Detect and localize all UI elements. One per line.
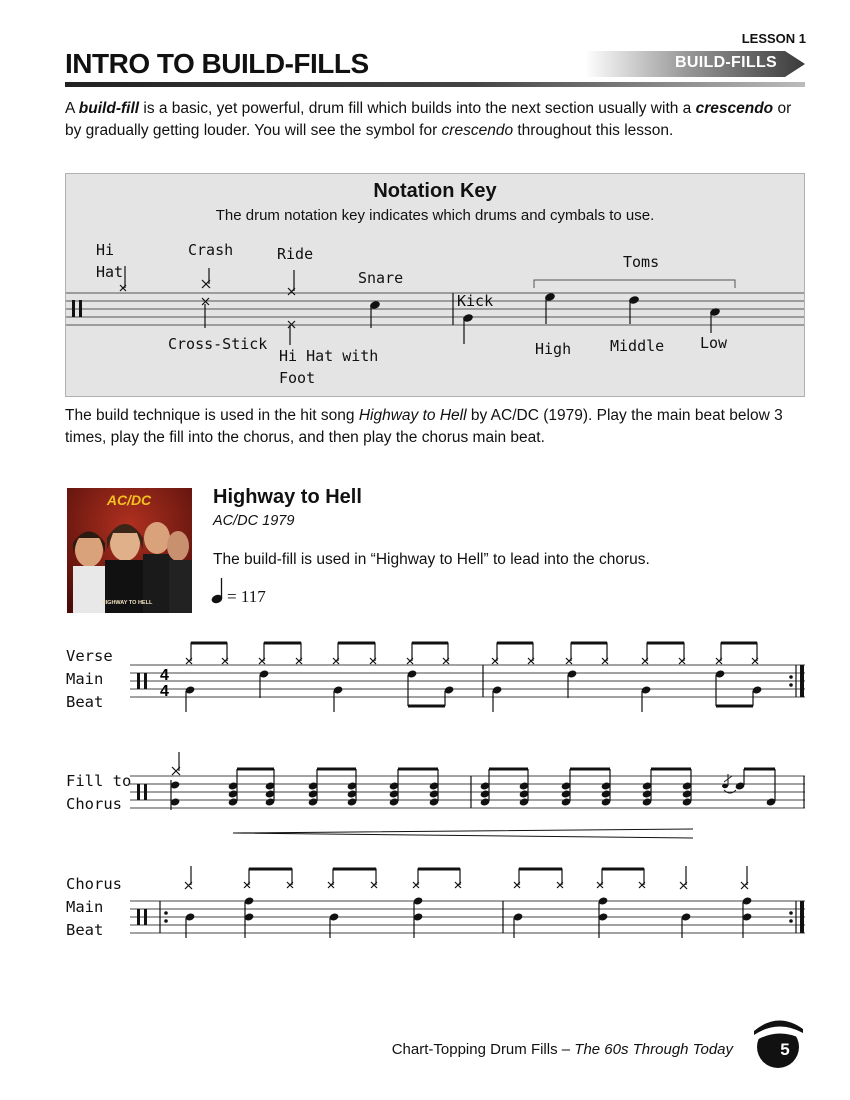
tom-chord-pair (642, 769, 693, 807)
page-number: 5 (780, 1040, 790, 1059)
term-crescendo-2: crescendo (441, 122, 514, 139)
tom-chord-pair (480, 769, 530, 807)
verse-clef (137, 673, 140, 689)
tempo-marking: = 117 (227, 587, 266, 606)
fill-flam (722, 769, 776, 807)
chorus-drum-note (598, 896, 609, 938)
fill-label: Fill to Chorus (66, 772, 132, 813)
notation-key-title: Notation Key (373, 180, 497, 202)
label-high-tom: High (535, 340, 572, 358)
verse-hihat-notes (186, 643, 758, 664)
tom-chord-pair (308, 769, 358, 807)
time-sig-bottom: 4 (160, 683, 169, 700)
technique-paragraph: The build technique is used in the hit song Highway to Hell by AC/DC (1979). Play the main beat below 3 times, play the fill into the chorus, and then play the chorus main beat. (65, 407, 783, 446)
label-toms: Toms (623, 253, 660, 271)
label-cross-stick: Cross-Stick (168, 335, 268, 353)
lesson-tag-text: BUILD-FILLS (675, 54, 777, 71)
fill-staff (130, 752, 805, 838)
intro-paragraph: A build-fill is a basic, yet powerful, drum fill which builds into the next section usually with a crescendo or by gradually getting louder. You will see the symbol for crescendo throughout this lesson. (65, 100, 792, 139)
label-hi-hat-foot-2: Foot (279, 369, 316, 387)
notation-key-subtitle: The drum notation key indicates which drums and cymbals to use. (215, 207, 655, 224)
chorus-staff (130, 866, 805, 938)
page-title: INTRO TO BUILD-FILLS (65, 48, 369, 79)
tom-chord-pair (561, 769, 612, 807)
song-reference: Highway to Hell (358, 407, 467, 424)
album-caption: HIGHWAY TO HELL (101, 600, 153, 606)
label-middle-tom: Middle (610, 337, 665, 355)
lesson-label: LESSON 1 (741, 31, 806, 46)
crescendo-hairpin (233, 829, 693, 838)
verse-staff (130, 643, 805, 712)
footer-subtitle: The 60s Through Today (574, 1041, 733, 1058)
label-snare: Snare (358, 269, 404, 287)
label-kick: Kick (457, 292, 494, 310)
song-title: Highway to Hell (213, 486, 362, 508)
chorus-clef (137, 909, 140, 925)
label-low-tom: Low (700, 334, 728, 352)
chorus-drum-note (742, 896, 753, 938)
time-sig-top: 4 (160, 667, 169, 684)
term-build-fill: build-fill (78, 100, 140, 117)
label-hi-hat-1: Hi (96, 241, 115, 259)
term-crescendo: crescendo (695, 100, 774, 117)
album-logo: AC/DC (106, 492, 152, 508)
footer-book-title: Chart-Topping Drum Fills – The 60s Through Today (391, 1041, 733, 1058)
label-hi-hat-2: Hat (96, 263, 124, 281)
label-crash: Crash (188, 241, 234, 259)
song-artist: AC/DC 1979 (213, 513, 295, 529)
chorus-label: Chorus Main Beat (66, 875, 122, 939)
label-ride: Ride (277, 245, 314, 263)
tom-chord-pair (228, 769, 276, 807)
fill-clef (137, 784, 140, 800)
verse-label: Verse Main Beat (66, 647, 113, 711)
label-hi-hat-foot-1: Hi Hat with (279, 347, 379, 365)
tom-chord-pair (389, 769, 440, 807)
verse-drum-notes (185, 669, 763, 712)
chorus-drum-note (244, 896, 255, 938)
fill-tom-chords (228, 769, 693, 807)
chorus-drum-note (413, 896, 424, 938)
song-description: The build-fill is used in “Highway to Hell” to lead into the chorus. (213, 551, 650, 568)
